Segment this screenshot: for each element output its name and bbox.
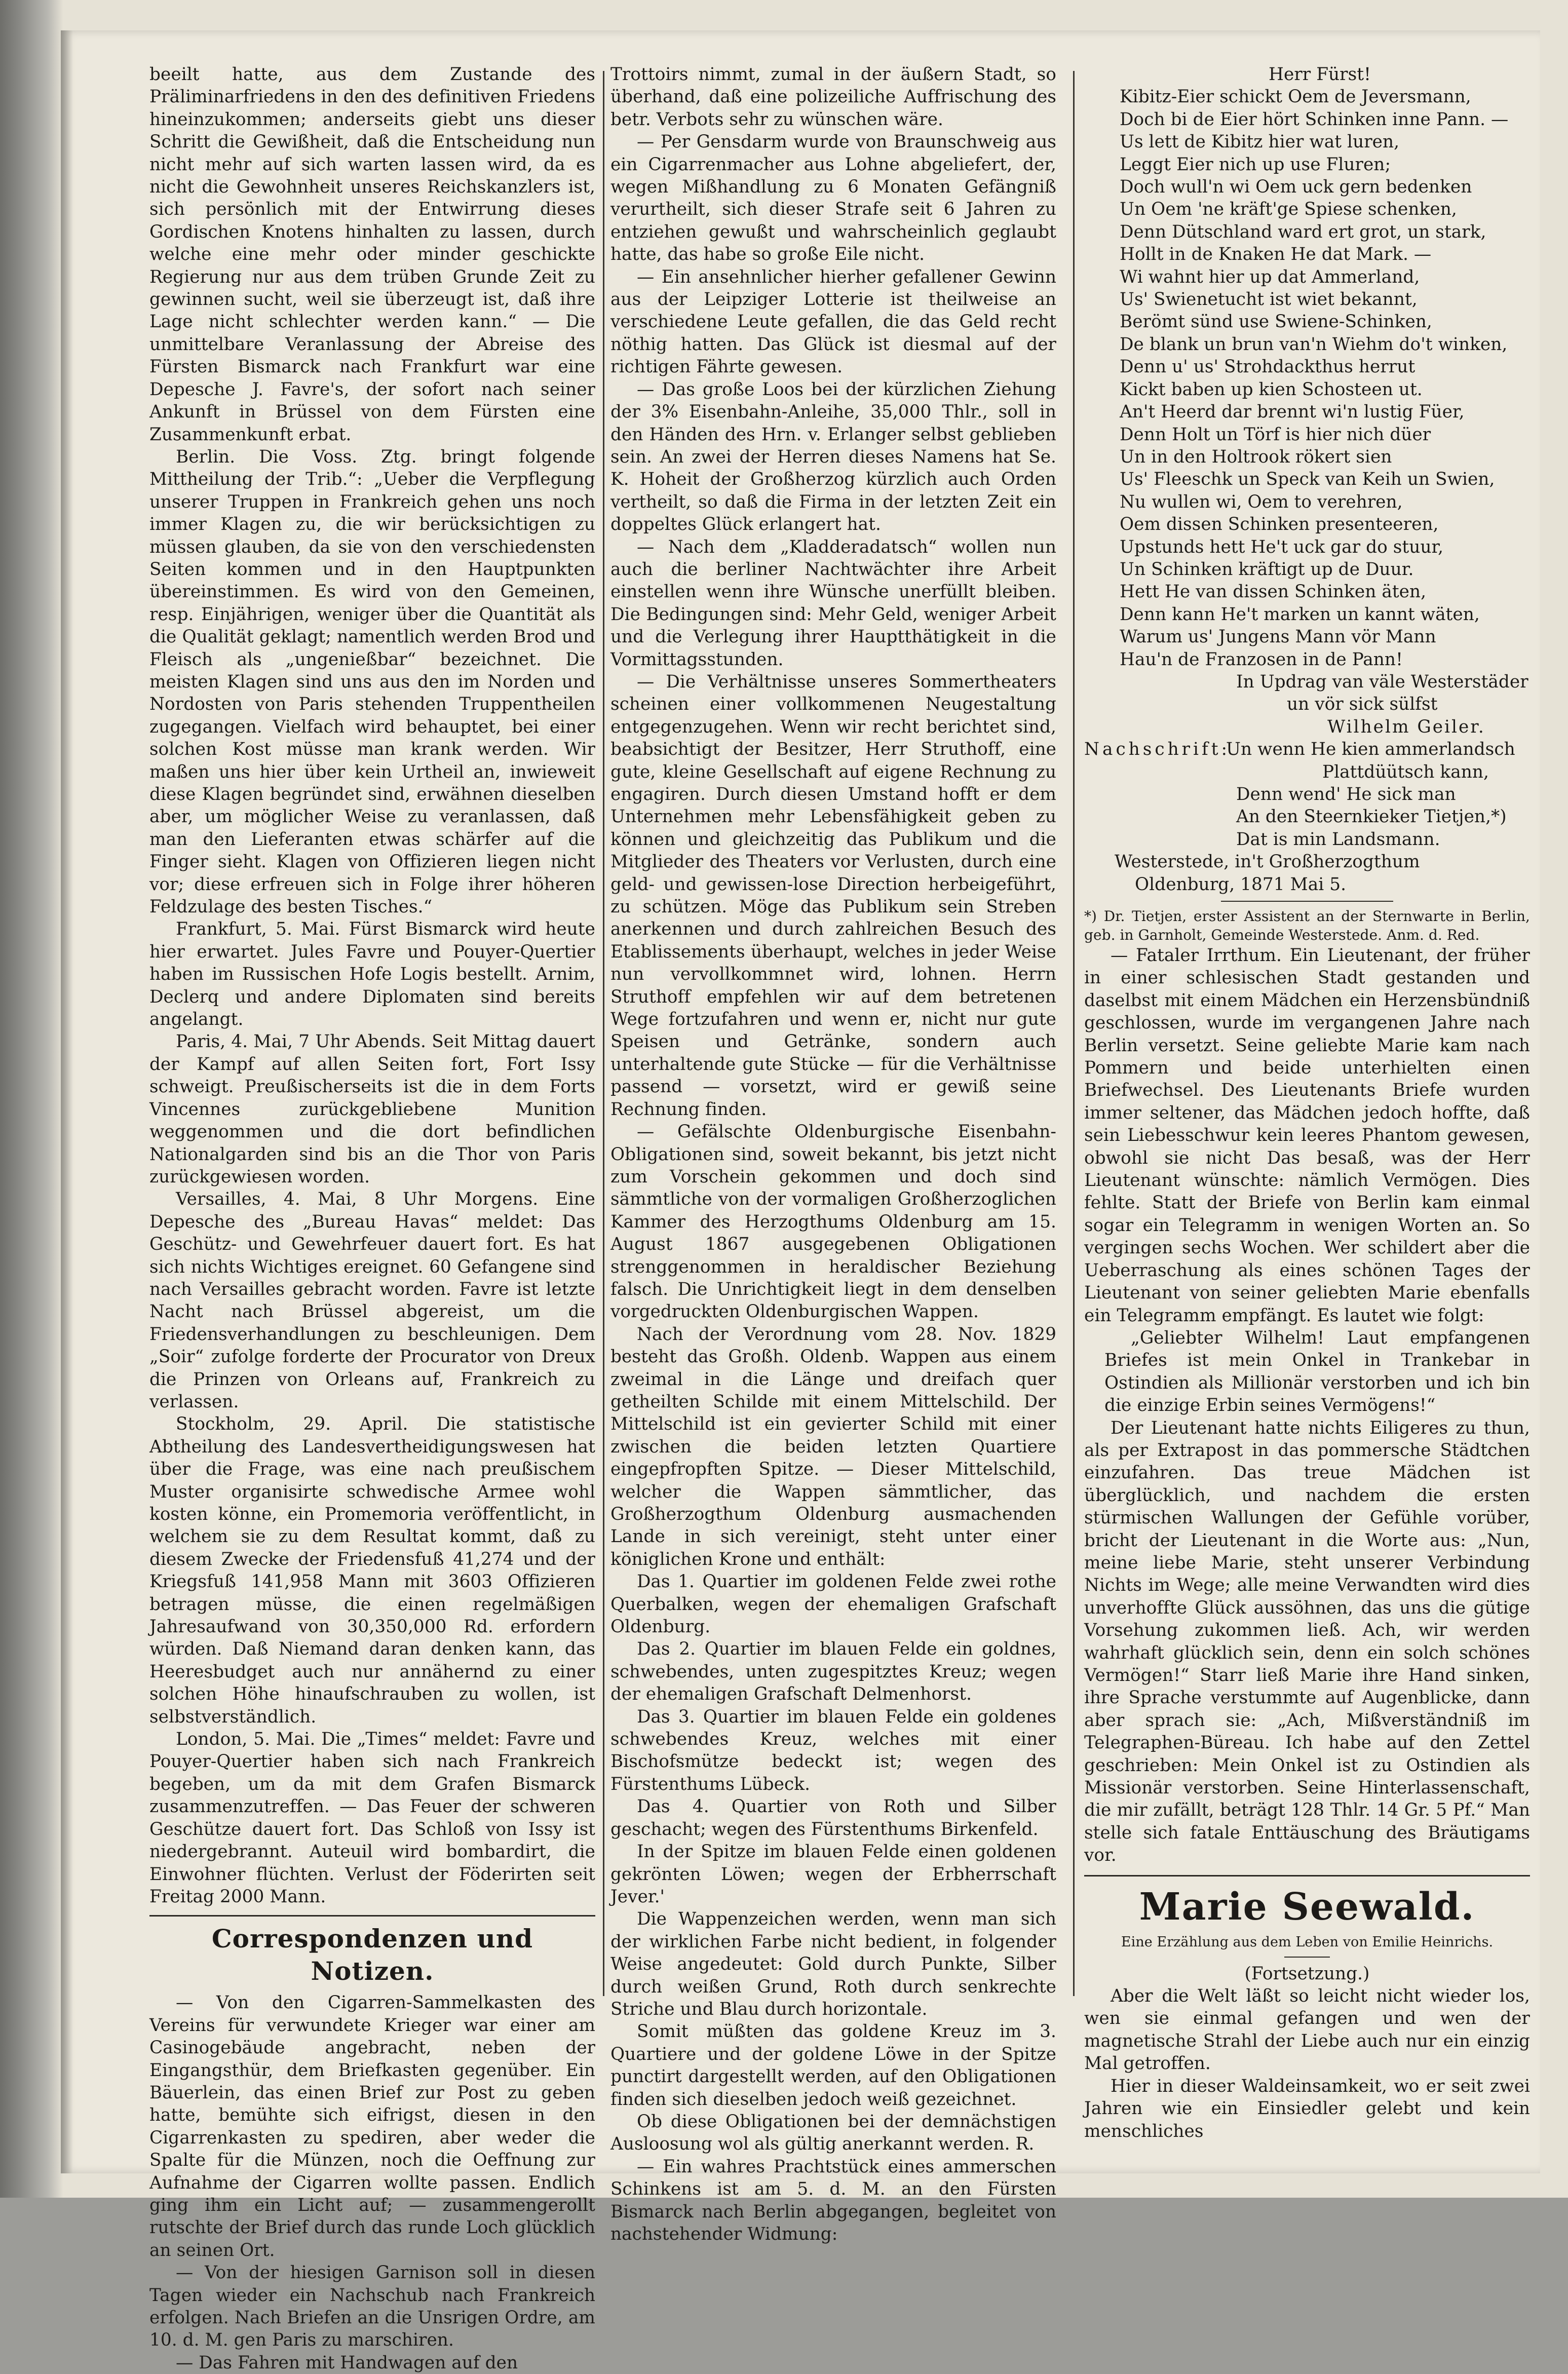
article-paragraph: Nach der Verordnung vom 28. Nov. 1829 besteht das Großh. Oldenb. Wappen aus einem zweimal in die Länge und dreifach quer getheilten Schilde mit einem Mittelschild. Der Mittelschild ist ein gevierter Schild mit einer zwischen die beiden letzten Quartiere eingepfropften Spitze. — Dieser Mittelschild, welcher die Wappen sämmtlicher, das Großherzogthum Oldenburg ausmachenden Lande in sich vereinigt, steht unter einer königlichen Krone und enthält: [610,1324,1056,1569]
poem-line: Denn u' us' Strohdackthus herrut [1120,357,1416,377]
article-paragraph: London, 5. Mai. Die „Times“ meldet: Favre und Pouyer-Quertier haben sich nach Frankreich begeben, um da mit dem Grafen Bismarck zusammenzutreffen. — Das Feuer der schweren Geschütze dauert fort. Das Schloß von Issy ist niedergebrannt. Auteuil wird bombardirt, die Einwohner flüchten. Verlust der Föderirten seit Freitag 2000 Mann. [149,1729,595,1907]
poem-signature: Wilhelm Geiler. [1327,716,1485,737]
poem-line: Hau'n de Franzosen in de Pann! [1120,649,1403,670]
article-paragraph: Somit müßten das goldene Kreuz im 3. Quartiere und der goldene Löwe in der Spitze punctirt dargestellt werden, auf den Obligationen finden sich dieselben jedoch weiß gezeichnet. [610,2021,1056,2110]
poem-line: Berömt sünd use Swiene-Schinken, [1120,312,1432,332]
section-divider [1084,1875,1530,1877]
story-title: Marie Seewald. [1139,1885,1475,1929]
place-date-line: Westerstede, in't Großherzogthum [1115,852,1420,872]
column-rule-right [1073,71,1075,1996]
poem-line: Us' Swienetucht ist wiet bekannt, [1120,289,1418,310]
telegram-quote: „Geliebter Wilhelm! Laut empfangenen Briefes ist mein Onkel in Trankebar in Ostindien als Millionär verstorben und ich bin die einzige Erbin seines Vermögens!“ [1104,1327,1530,1416]
article-paragraph: Ob diese Obligationen bei der demnächstigen Ausloosung wol als gültig anerkannt werden. R. [610,2111,1056,2155]
story-paragraph: Hier in dieser Waldeinsamkeit, wo er seit zwei Jahren wie ein Einsiedler gelebt und kein menschliches [1084,2076,1530,2141]
poem-line: Denn Dütschland ward ert grot, un stark, [1120,221,1486,242]
poem-line: Wi wahnt hier up dat Ammerland, [1120,266,1420,287]
postscript-line: Denn wend' He sick man [1236,784,1456,805]
poem-line: Warum us' Jungens Mann vör Mann [1120,627,1436,647]
section-divider [149,1915,595,1917]
poem-salutation: Herr Fürst! [1269,64,1371,85]
column-rule-left [603,71,604,1996]
notice-paragraph: — Von den Cigarren-Sammelkasten des Vereins für verwundete Krieger war einer am Casinogebäude angebracht, neben der Eingangsthür, dem Briefkasten gegenüber. Ein Bäuerlein, das einen Brief zur Post zu geben hatte, bemühte sich eifrigst, diesen in den Cigarrenkasten zu spediren, aber weder die Spalte für die Münzen, noch die Oeffnung zur Aufnahme der Cigarren wollte passen. Endlich ging ihm ein Licht auf; — zusammengerollt rutschte der Brief durch das runde Loch glücklich an seinen Ort. [149,1993,595,2261]
poem-line: Doch wull'n wi Oem uck gern bedenken [1120,177,1472,198]
article-paragraph: Der Lieutenant hatte nichts Eiligeres zu thun, als per Extrapost in das pommersche Städtchen einzufahren. Das treue Mädchen ist überglücklich, und nachdem die ersten stürmischen Wallungen der Gefühle vorüber, bricht der Lieutenant in die Worte aus: „Nun, meine liebe Marie, steht unserer Verbindung Nichts im Wege; alle meine Verwandten wird dies unverhoffte Glück aussöhnen, das uns die gütige Vorsehung zukommen ließ. Ach, wir werden wahrhaft glücklich sein, denn ein solch schönes Vermögen!“ Starr ließ Marie ihre Hand sinken, ihre Sprache verstummte auf Augenblicke, dann aber sprach sie: „Ach, Mißverständniß im Telegraphen-Büreau. Ich habe auf den Zettel geschrieben: Mein Onkel ist zu Ostindien als Missionär verstorben. Seine Hinterlassenschaft, die mir zufällt, beträgt 128 Thlr. 14 Gr. 5 Pf.“ Man stelle sich fatale Enttäuschung des Bräutigams vor. [1084,1418,1530,1866]
poem-line: Un in den Holtrook rökert sien [1120,446,1392,467]
poem-line: Un Oem 'ne kräft'ge Spiese schenken, [1120,199,1457,220]
poem-line: Denn Holt un Törf is hier nich düer [1120,424,1431,445]
article-paragraph: Versailles, 4. Mai, 8 Uhr Morgens. Eine Depesche des „Bureau Havas“ meldet: Das Geschütz- und Gewehrfeuer dauert fort. Es hat sich nichts Wichtiges ereignet. 60 Gefangene sind nach Versailles gebracht worden. Favre ist letzte Nacht nach Brüssel abgereist, um die Friedensverhandlungen zu beschleunigen. Dem „Soir“ zufolge forderte der Procurator von Dreux die Prinzen von Orleans auf, Frankreich zu verlassen. [149,1189,595,1412]
poem-line: Us lett de Kibitz hier wat luren, [1120,132,1400,152]
poem-signoff-line: In Updrag van väle Westerstäder [1236,671,1528,692]
poem-line: Hollt in de Knaken He dat Mark. — [1120,244,1432,265]
footnote-divider [1221,901,1393,902]
story-divider [1284,1957,1330,1958]
place-date-line: Oldenburg, 1871 Mai 5. [1135,874,1347,895]
article-paragraph: Das 4. Quartier von Roth und Silber geschacht; wegen des Fürstenthums Birkenfeld. [610,1796,1056,1840]
article-paragraph: Das 3. Quartier im blauen Felde ein goldenes schwebendes Kreuz, welches mit einer Bischofsmütze bedeckt ist; wegen des Fürstenthums Lübeck. [610,1706,1056,1794]
postscript-row [1084,738,1530,760]
notice-paragraph: — Von der hiesigen Garnison soll in diesen Tagen wieder ein Nachschub nach Frankreich erfolgen. Nach Briefen an die Unsrigen Ordre, am 10. d. M. gen Paris zu marschiren. [149,2263,595,2351]
notice-paragraph: — Das Fahren mit Handwagen auf den [176,2352,518,2373]
poem-line: Kickt baben up kien Schosteen ut. [1120,379,1423,400]
article-paragraph: — Ein ansehnlicher hierher gefallener Gewinn aus der Leipziger Lotterie ist theilweise an verschiedene Leute gefallen, die das Geld recht nöthig hatten. Das Glück ist diesmal auf der richtigen Fährte gewesen. [610,266,1056,377]
poem-line: Upstunds hett He't uck gar do stuur, [1120,537,1444,557]
poem-line: Hett He van dissen Schinken äten, [1120,582,1427,602]
article-paragraph: In der Spitze im blauen Felde einen goldenen gekrönten Löwen; wegen der Erbherrschaft Jever.' [610,1842,1056,1907]
article-paragraph: — Die Verhältnisse unseres Sommertheaters scheinen einer vollkommenen Neugestaltung entgegenzugehen. Wenn wir recht berichtet sind, beabsichtigt der Besitzer, Herr Struthoff, eine gute, kleine Gesellschaft auf eigene Rechnung zu engagiren. Durch diesen Umstand hofft er dem Unternehmen mehr Lebensfähigkeit geben zu können und gleichzeitig das Publikum und die Mitglieder des Theaters vor Verlusten, durch eine geld- und gewissen-lose Direction herbeigeführt, zu schützen. Möge das Publikum sein Streben anerkennen und durch zahlreichen Besuch des Etablissements überhaupt, welches in jeder Weise nun vervollkommnet wird, lohnen. Herrn Struthoff empfehlen wir auf dem betretenen Wege fortzufahren und wenn er, nicht nur gute Speisen und Getränke, sondern auch unterhaltende gute Stücke — für die Verhältnisse passend — vorsetzt, wird er gewiß seine Rechnung finden. [610,671,1056,1120]
poem-line: Nu wullen wi, Oem to verehren, [1120,491,1403,512]
postscript-line: Un wenn He kien ammerlandsch [1226,739,1515,760]
article-paragraph: Paris, 4. Mai, 7 Uhr Abends. Seit Mittag dauert der Kampf auf allen Seiten fort, Fort Issy schweigt. Preußischerseits ist die in dem Forts Vincennes zurückgebliebene Munition weggenommen und die dort befindlichen Nationalgarden sind bis an die Thor von Paris zurückgewiesen worden. [149,1031,595,1187]
poem-line: Doch bi de Eier hört Schinken inne Pann. — [1120,109,1509,130]
poem-line: De blank un brun van'n Wiehm do't winken, [1120,334,1508,355]
postscript-label: Nachschrift: [1084,739,1231,760]
article-paragraph: Trottoirs nimmt, zumal in der äußern Stadt, so überhand, daß eine polizeiliche Auffrischung des betr. Verbots sehr zu wünschen wäre. [610,64,1056,130]
poem-line: Kibitz-Eier schickt Oem de Jeversmann, [1120,87,1471,107]
poem-line: Us' Fleeschk un Speck van Keih un Swien, [1120,469,1495,490]
article-paragraph: — Gefälschte Oldenburgische Eisenbahn-Obligationen sind, soweit bekannt, bis jetzt nicht zum Vorschein gekommen und doch sind sämmtliche von der vormaligen Großherzoglichen Kammer des Herzogthums Oldenburg am 15. August 1867 ausgegebenen Obligationen strenggenommen in heraldischer Beziehung falsch. Die Unrichtigkeit liegt in dem denselben vorgedruckten Oldenburgischen Wappen. [610,1122,1056,1322]
page-gutter-shadow [61,30,73,2173]
poem-line: Un Schinken kräftigt up de Duur. [1120,559,1414,580]
poem-line: An't Heerd dar brennt wi'n lustig Füer, [1120,402,1465,423]
poem-line: Denn kann He't marken un kannt wäten, [1120,604,1480,625]
postscript-line: Dat is min Landsmann. [1236,829,1440,850]
column-1 [149,63,595,2374]
article-paragraph: — Das große Loos bei der kürzlichen Ziehung der 3% Eisenbahn-Anleihe, 35,000 Thlr., soll in den Händen des Hrn. v. Erlanger selbst geblieben sein. An zwei der Herren dieses Namens hat Se. K. Hoheit der Großherzog kürzlich auch Orden vertheilt, so daß die Firma in der letzten Zeit ein doppeltes Glück erlangert hat. [610,379,1056,535]
article-paragraph: — Nach dem „Kladderadatsch“ wollen nun auch die berliner Nachtwächter ihre Arbeit einstellen wenn ihre Wünsche unerfüllt bleiben. Die Bedingungen sind: Mehr Geld, weniger Arbeit und die Verlegung ihrer Hauptthätigkeit in die Vormittagsstunden. [610,537,1056,670]
footnote: *) Dr. Tietjen, erster Assistent an der Sternwarte in Berlin, geb. in Garnholt, Gemeinde Westerstede. Anm. d. Red. [1084,908,1530,944]
story-subtitle: Eine Erzählung aus dem Leben von Emilie Heinrichs. [1121,1934,1494,1950]
article-paragraph: beeilt hatte, aus dem Zustande des Präliminarfriedens in den des definitiven Friedens hineinzukommen; anderseits giebt uns dieser Schritt die Gewißheit, daß die Entscheidung nun nicht mehr auf sich warten lassen wird, da es nicht die Gewohnheit unseres Reichskanzlers ist, sich persönlich mit der Entwirrung dieses Gordischen Knotens hinhalten zu lassen, durch welche eine mehr oder minder geschickte Regierung nur aus dem trüben Grunde Zeit zu gewinnen sucht, weil sie überzeugt ist, daß ihre Lage nicht schlechter werden kann.“ — Die unmittelbare Veranlassung der Abreise des Fürsten Bismarck nach Frankfurt war eine Depesche J. Favre's, der sofort nach seiner Ankunft in Brüssel von dem Fürsten eine Zusammenkunft erbat. [149,64,595,445]
poem-line: Leggt Eier nich up use Fluren; [1120,154,1391,175]
article-paragraph: Die Wappenzeichen werden, wenn man sich der wirklichen Farbe nicht bedient, in folgender Weise angedeutet: Gold durch Punkte, Silber durch weißen Grund, Roth durch senkrechte Striche und Blau durch horizontale. [610,1909,1056,2019]
article-paragraph: Das 1. Quartier im goldenen Felde zwei rothe Querbalken, wegen der ehemaligen Grafschaft Oldenburg. [610,1572,1056,1637]
poem-signoff-line: un vör sick sülfst [1287,694,1438,715]
article-paragraph: — Ein wahres Prachtstück eines ammerschen Schinkens ist am 5. d. M. an den Fürsten Bismarck nach Berlin abgegangen, begleitet von nachstehender Widmung: [610,2156,1056,2244]
article-paragraph: — Per Gensdarm wurde von Braunschweig aus ein Cigarrenmacher aus Lohne abgeliefert, der, wegen Mißhandlung zu 6 Monaten Gefängniß verurtheilt, sich dieser Strafe seit 6 Jahren zu entziehen gewußt und wahrscheinlich geglaubt hatte, das habe so große Eile nicht. [610,132,1056,265]
article-paragraph: Das 2. Quartier im blauen Felde ein goldnes, schwebendes, unten zugespitztes Kreuz; wegen der ehemaligen Grafschaft Delmenhorst. [610,1639,1056,1705]
column-3 [1084,63,1530,2142]
section-title: Correspondenzen und Notizen. [211,1924,533,1986]
story-continuation: (Fortsetzung.) [1244,1963,1370,1984]
postscript-line: An den Steernkieker Tietjen,*) [1236,807,1507,827]
column-2 [610,63,1056,2245]
postscript-line: Plattdüütsch kann, [1322,761,1489,782]
story-paragraph: Aber die Welt läßt so leicht nicht wieder los, wen sie einmal gefangen und wen der magnetische Strahl der Liebe auch nur ein einzig Mal getroffen. [1084,1986,1530,2074]
article-paragraph: Berlin. Die Voss. Ztg. bringt folgende Mittheilung der Trib.“: „Ueber die Verpflegung unserer Truppen in Frankreich gehen uns noch immer Klagen zu, die wir berücksichtigen zu müssen glauben, da sie von den verschiedensten Seiten kommen und in den Hauptpunkten übereinstimmen. Es wird von den Gemeinen, resp. Einjährigen, weniger über die Quantität als die Qualität geklagt; namentlich werden Brod und Fleisch als „ungenießbar“ bezeichnet. Die meisten Klagen sind uns aus den im Norden und Nordosten von Paris stehenden Truppentheilen zugegangen. Vielfach wird behauptet, bei einer solchen Kost müsse man krank werden. Wir maßen uns hier über kein Urtheil an, inwieweit diese Klagen begründet sind, erwähnen dieselben aber, um möglicher Weise zu veranlassen, daß man den Lieferanten etwas schärfer auf die Finger sieht. Klagen von Offizieren liegen nicht vor; diese erfreuen sich in Folge ihrer höheren Feldzulage des besten Tisches.“ [149,446,595,917]
article-paragraph: Stockholm, 29. April. Die statistische Abtheilung des Landesvertheidigungswesen hat über die Frage, was eine nach preußischem Muster organisirte schwedische Armee wohl kosten könne, ein Promemoria veröffentlicht, in welchem sie zu dem Resultat kommt, daß zu diesem Zwecke der Friedensfuß 41,274 und der Kriegsfuß 141,958 Mann mit 3603 Offizieren betragen müsse, die einen regelmäßigen Jahresaufwand von 30,350,000 Rd. erfordern würden. Daß Niemand daran denken kann, das Heeresbudget auch nur annähernd zu einer solchen Höhe hinaufschrauben zu wollen, ist selbstverständlich. [149,1414,595,1727]
poem-line: Oem dissen Schinken presenteeren, [1120,514,1439,535]
article-paragraph: Frankfurt, 5. Mai. Fürst Bismarck wird heute hier erwartet. Jules Favre und Pouyer-Quertier haben im Russischen Hofe Logis bestellt. Arnim, Declerq und andere Diplomaten sind bereits angelangt. [149,919,595,1030]
article-paragraph: — Fataler Irrthum. Ein Lieutenant, der früher in einer schlesischen Stadt gestanden und daselbst mit einem Mädchen ein Herzensbündniß geschlossen, wurde im vergangenen Jahre nach Berlin versetzt. Seine geliebte Marie kam nach Pommern und beide unterhielten einen Briefwechsel. Des Lieutenants Briefe wurden immer seltener, das Mädchen jedoch hoffte, daß sein Liebesschwur kein leeres Phantom gewesen, obwohl sie nicht Das besaß, was der Herr Lieutenant wünschte: nämlich Vermögen. Dies fehlte. Statt der Briefe von Berlin kam einmal sogar ein Telegramm in wenigen Worten an. So vergingen sechs Wochen. Wer schildert aber die Ueberraschung als eines schönen Tages der Lieutenant von seiner geliebten Marie ebenfalls ein Telegramm empfängt. Es lautet wie folgt: [1084,945,1530,1326]
